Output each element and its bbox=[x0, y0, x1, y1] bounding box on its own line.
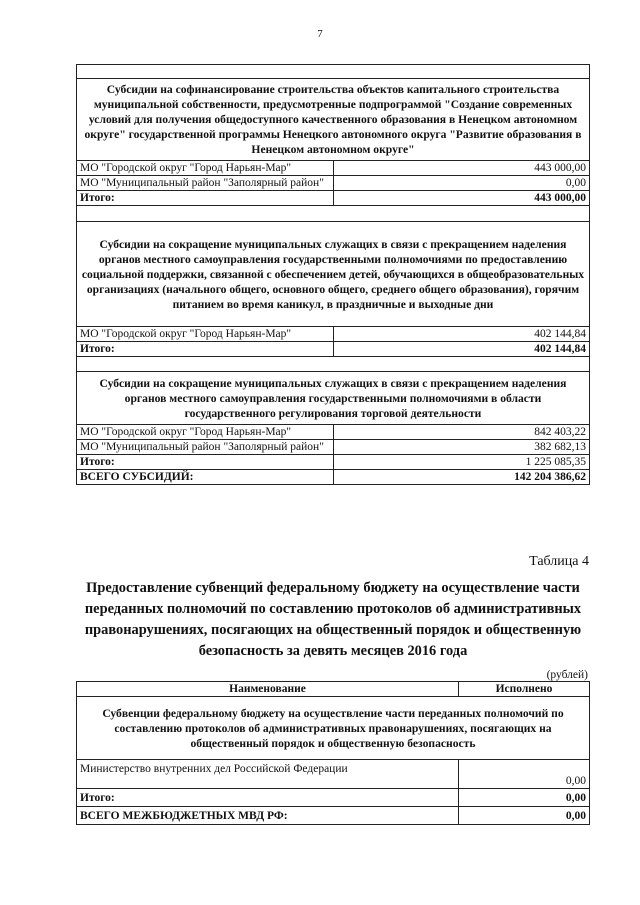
grand-total-value: 142 204 386,62 bbox=[333, 470, 590, 485]
row-name: МО "Муниципальный район "Заполярный район" bbox=[77, 176, 334, 191]
total-row bbox=[77, 455, 590, 470]
table-spacer bbox=[77, 357, 590, 372]
grand-total-value: 0,00 bbox=[459, 807, 590, 825]
total-label: Итого: bbox=[77, 342, 334, 357]
total-label: Итого: bbox=[77, 789, 459, 807]
grand-total-label: ВСЕГО МЕЖБЮДЖЕТНЫХ МВД РФ: bbox=[77, 807, 459, 825]
total-label: Итого: bbox=[77, 455, 334, 470]
grand-total-row bbox=[77, 807, 590, 825]
grand-total-row bbox=[77, 470, 590, 485]
total-value: 0,00 bbox=[459, 789, 590, 807]
units-label: (рублей) bbox=[546, 669, 588, 681]
section-title: Субсидии на сокращение муниципальных служащих в связи с прекращением наделения органов местного самоуправления государственными полномочиями по предоставлению социальной поддержки, связанной с обеспечением детей, обучающихся в общеобразовательных организациях (начального общего, основного общего, среднего общего образования), горячим питанием во время каникул, в праздничные и выходные дни bbox=[77, 222, 590, 327]
table-spacer bbox=[77, 65, 590, 79]
row-name: МО "Городской округ "Город Нарьян-Мар" bbox=[77, 425, 334, 440]
table-row bbox=[77, 327, 590, 342]
row-value: 382 682,13 bbox=[333, 440, 590, 455]
section-title: Субсидии на софинансирование строительства объектов капитального строительства муниципальной собственности, предусмотренные подпрограммой "Создание современных условий для получения общедоступного качественного образования в Ненецком автономном округе" государственной программы Ненецкого автономного округа "Развитие образования в Ненецком автономном округе" bbox=[77, 79, 590, 161]
row-name: Министерство внутренних дел Российской Федерации bbox=[77, 760, 459, 789]
table-number-label: Таблица 4 bbox=[529, 554, 589, 569]
column-header-value: Исполнено bbox=[459, 682, 590, 697]
section-title: Субсидии на сокращение муниципальных служащих в связи с прекращением наделения органов местного самоуправления государственными полномочиями в области государственного регулирования торговой деятельности bbox=[77, 372, 590, 425]
total-row bbox=[77, 789, 590, 807]
row-value: 402 144,84 bbox=[333, 327, 590, 342]
grand-total-label: ВСЕГО СУБСИДИЙ: bbox=[77, 470, 334, 485]
total-value: 443 000,00 bbox=[333, 191, 590, 206]
total-label: Итого: bbox=[77, 191, 334, 206]
column-header-name: Наименование bbox=[77, 682, 459, 697]
section-title: Субвенции федеральному бюджету на осуществление части переданных полномочий по составлению протоколов об административных правонарушениях, посягающих на общественный порядок и общественную безопасность bbox=[77, 697, 590, 760]
table-spacer bbox=[77, 206, 590, 222]
table-row bbox=[77, 440, 590, 455]
total-row bbox=[77, 191, 590, 206]
header-row bbox=[77, 682, 590, 697]
row-value: 443 000,00 bbox=[333, 161, 590, 176]
table-row bbox=[77, 161, 590, 176]
row-value: 0,00 bbox=[333, 176, 590, 191]
row-name: МО "Городской округ "Город Нарьян-Мар" bbox=[77, 161, 334, 176]
table-row bbox=[77, 425, 590, 440]
row-value: 0,00 bbox=[459, 760, 590, 789]
subventions-table bbox=[76, 681, 590, 825]
total-row bbox=[77, 342, 590, 357]
table-row bbox=[77, 760, 590, 789]
page-number: 7 bbox=[317, 28, 323, 40]
table-title: Предоставление субвенций федеральному бюджету на осуществление части переданных полномочий по составлению протоколов об административных правонарушениях, посягающих на общественный порядок и общественную безопасность за девять месяцев 2016 года bbox=[84, 580, 582, 659]
total-value: 402 144,84 bbox=[333, 342, 590, 357]
table-row bbox=[77, 176, 590, 191]
row-name: МО "Муниципальный район "Заполярный район" bbox=[77, 440, 334, 455]
subsidies-table bbox=[76, 64, 590, 485]
row-name: МО "Городской округ "Город Нарьян-Мар" bbox=[77, 327, 334, 342]
row-value: 842 403,22 bbox=[333, 425, 590, 440]
total-value: 1 225 085,35 bbox=[333, 455, 590, 470]
